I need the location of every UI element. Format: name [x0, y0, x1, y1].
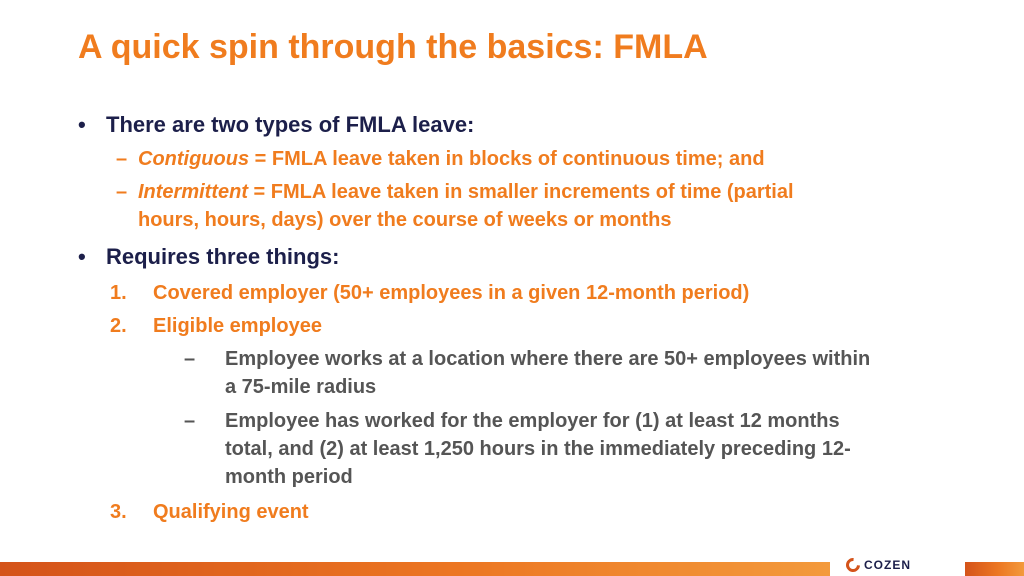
numbered-text: Qualifying event — [153, 501, 309, 523]
sub-bullet — [116, 148, 916, 174]
numbered-item — [110, 282, 910, 308]
definition: = FMLA leave taken in smaller increments of time (partial — [248, 181, 794, 203]
nested-text-line: Employee has worked for the employer for (1) at least 12 months — [225, 410, 840, 432]
logo-text: COZEN — [864, 558, 911, 572]
dash-marker: – — [184, 348, 196, 370]
nested-text-line: month period — [225, 466, 353, 488]
number-marker: 3. — [110, 501, 127, 523]
bullet-item — [78, 244, 778, 272]
cozen-logo — [846, 558, 911, 572]
term-intermittent: Intermittent — [138, 181, 248, 203]
numbered-item — [110, 501, 910, 527]
bullet-text: Requires three things: — [106, 244, 340, 269]
bullet-text: There are two types of FMLA leave: — [106, 112, 475, 137]
nested-text-line: Employee works at a location where there are 50+ employees within — [225, 348, 871, 370]
nested-text-line: total, and (2) at least 1,250 hours in the immediately preceding 12- — [225, 438, 851, 460]
nested-text-line: a 75-mile radius — [225, 376, 377, 398]
nested-dash-item — [184, 410, 964, 494]
numbered-text: Eligible employee — [153, 315, 322, 337]
dash-marker: – — [116, 148, 128, 170]
number-marker: 1. — [110, 282, 127, 304]
sub-bullet-text — [138, 181, 794, 204]
definition: = FMLA leave taken in blocks of continuous time; and — [249, 148, 765, 170]
number-marker: 2. — [110, 315, 127, 337]
bullet-marker: • — [78, 112, 86, 137]
sub-bullet — [116, 181, 916, 237]
sub-bullet-text-line2: hours, hours, days) over the course of weeks or months — [138, 209, 672, 231]
bullet-marker: • — [78, 244, 86, 269]
numbered-text: Covered employer (50+ employees in a given 12-month period) — [153, 282, 750, 304]
nested-dash-item — [184, 348, 964, 404]
footer-bar-left — [0, 562, 830, 576]
sub-bullet-text — [138, 148, 765, 171]
dash-marker: – — [184, 410, 196, 432]
logo-mark-icon — [843, 555, 863, 575]
bullet-item — [78, 112, 778, 140]
slide-title: A quick spin through the basics: FMLA — [78, 28, 708, 66]
term-contiguous: Contiguous — [138, 148, 250, 170]
dash-marker: – — [116, 181, 128, 203]
numbered-item — [110, 315, 910, 341]
footer-bar-right — [965, 562, 1024, 576]
